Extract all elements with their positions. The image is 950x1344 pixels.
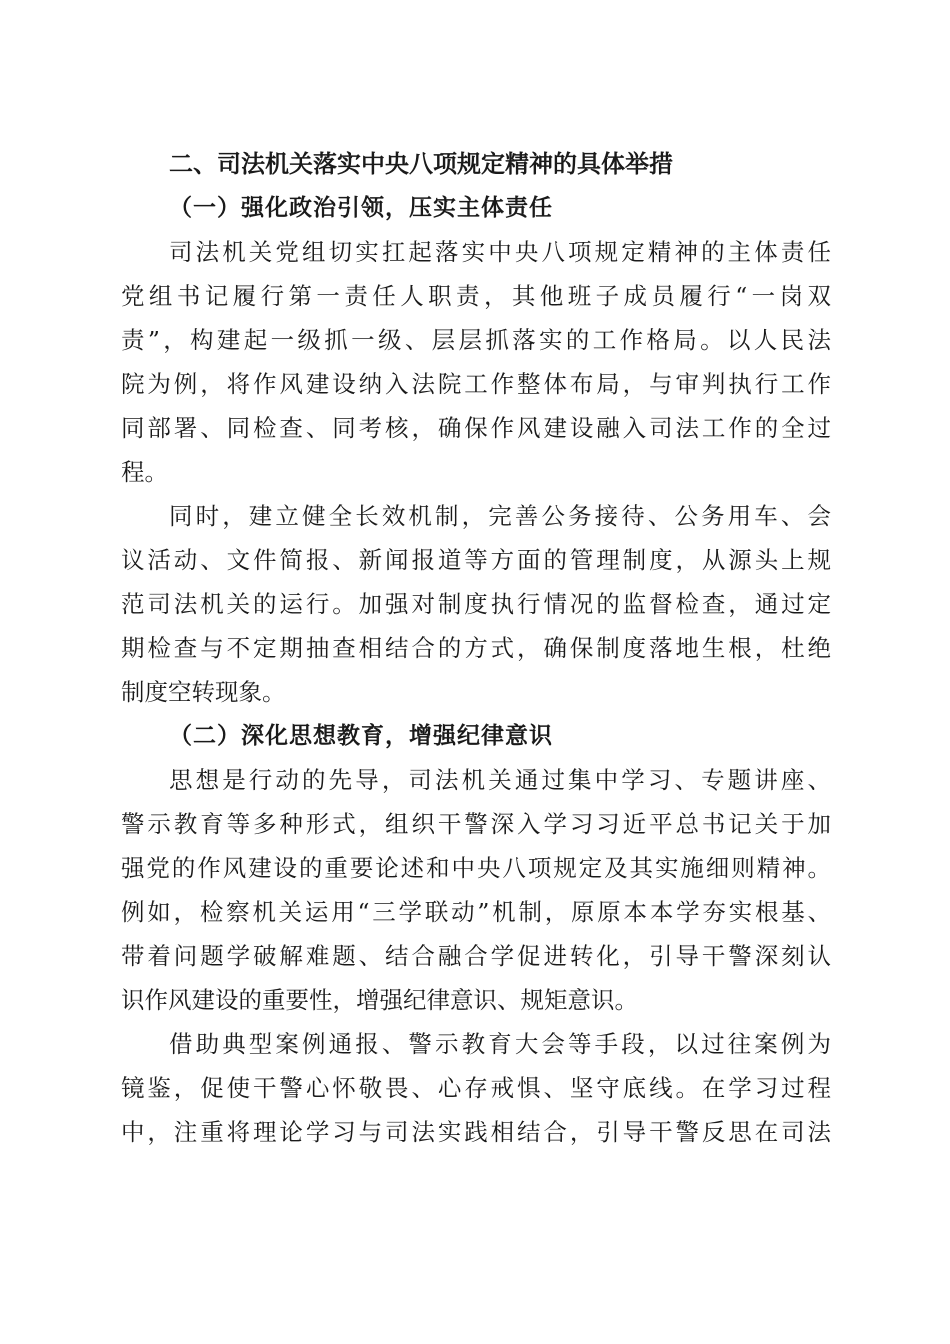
paragraph-line: 思想是行动的先导，司法机关通过集中学习、专题讲座、 xyxy=(169,766,831,794)
subsection-title-2: （二）深化思想教育，增强纪律意识 xyxy=(169,722,553,749)
paragraph-line: 中，注重将理论学习与司法实践相结合，引导干警反思在司法 xyxy=(121,1118,831,1146)
paragraph-line: 借助典型案例通报、警示教育大会等手段，以过往案例为 xyxy=(169,1030,831,1058)
document-body xyxy=(121,142,831,1154)
paragraph-line: 期检查与不定期抽查相结合的方式，确保制度落地生根，杜绝 xyxy=(121,634,831,662)
paragraph-line: 司法机关党组切实扛起落实中央八项规定精神的主体责任 xyxy=(169,238,831,266)
paragraph xyxy=(121,494,831,714)
paragraph-line: 程。 xyxy=(121,458,168,486)
paragraph-line: 例如，检察机关运用“三学联动”机制，原原本本学夯实根基、 xyxy=(121,898,831,926)
paragraph-line: 同时，建立健全长效机制，完善公务接待、公务用车、会 xyxy=(169,502,831,530)
paragraph-line: 同部署、同检查、同考核，确保作风建设融入司法工作的全过 xyxy=(121,414,831,442)
paragraph-line: 议活动、文件简报、新闻报道等方面的管理制度，从源头上规 xyxy=(121,546,831,574)
paragraph-line: 院为例，将作风建设纳入法院工作整体布局，与审判执行工作 xyxy=(121,370,831,398)
paragraph-line: 识作风建设的重要性，增强纪律意识、规矩意识。 xyxy=(121,986,638,1014)
paragraph-line: 党组书记履行第一责任人职责，其他班子成员履行“一岗双 xyxy=(121,282,831,310)
paragraph-line: 警示教育等多种形式，组织干警深入学习习近平总书记关于加 xyxy=(121,810,831,838)
paragraph-line: 镜鉴，促使干警心怀敬畏、心存戒惧、坚守底线。在学习过程 xyxy=(121,1074,831,1102)
paragraph xyxy=(121,758,831,1022)
section-title: 二、司法机关落实中央八项规定精神的具体举措 xyxy=(169,150,673,178)
paragraph-line: 带着问题学破解难题、结合融合学促进转化，引导干警深刻认 xyxy=(121,942,831,970)
paragraph xyxy=(121,230,831,494)
subsection-title-1: （一）强化政治引领，压实主体责任 xyxy=(169,194,553,221)
paragraph-line: 范司法机关的运行。加强对制度执行情况的监督检查，通过定 xyxy=(121,590,831,618)
paragraph xyxy=(121,1022,831,1154)
paragraph-line: 强党的作风建设的重要论述和中央八项规定及其实施细则精神。 xyxy=(121,854,831,882)
paragraph-line: 制度空转现象。 xyxy=(121,678,286,706)
paragraph-line: 责”，构建起一级抓一级、层层抓落实的工作格局。以人民法 xyxy=(121,326,831,354)
